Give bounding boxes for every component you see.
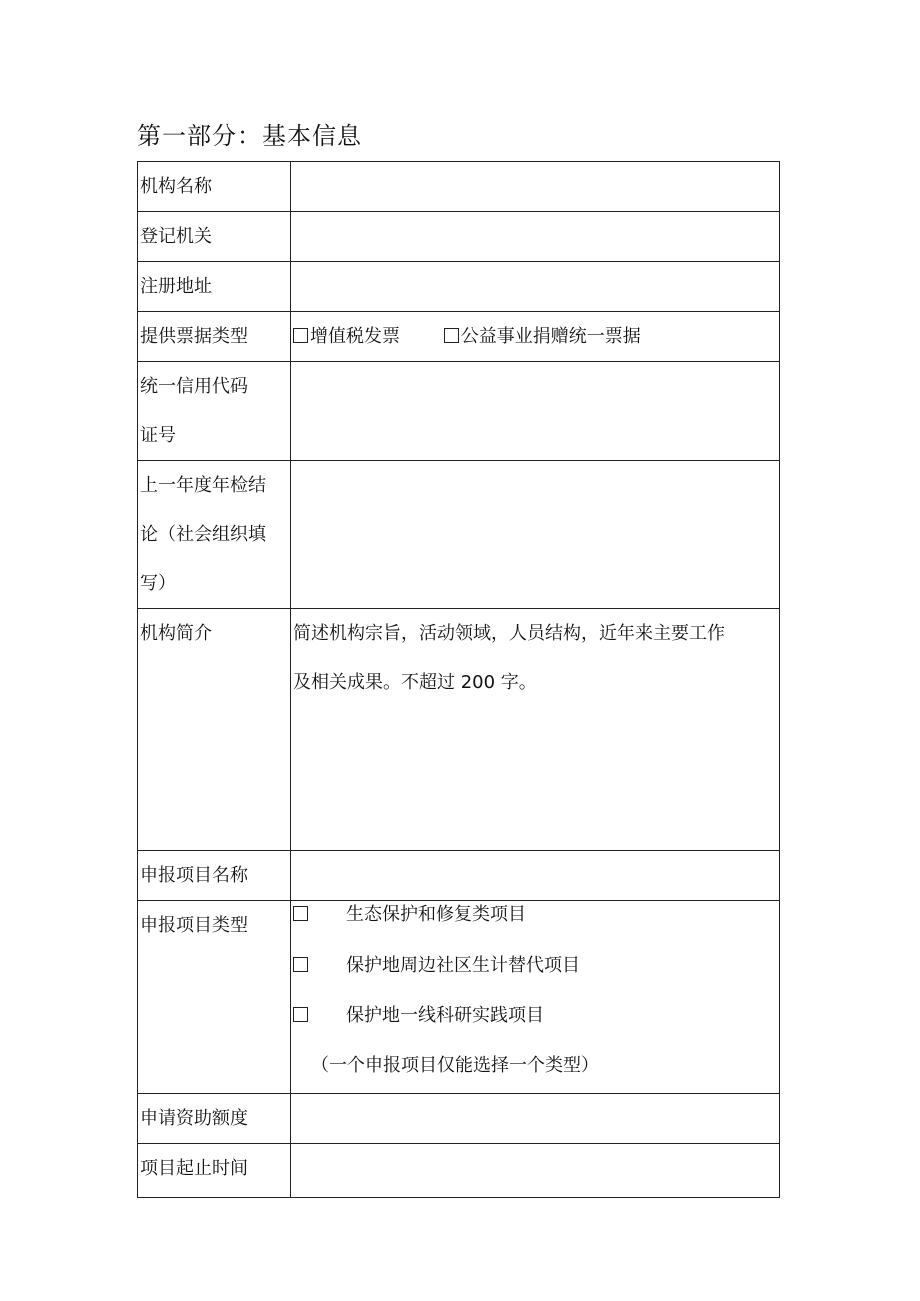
funding-amount-label: 申请资助额度 bbox=[138, 1094, 291, 1144]
reg-address-field[interactable] bbox=[291, 262, 780, 312]
project-type-option-research[interactable] bbox=[293, 1002, 779, 1030]
funding-amount-field[interactable] bbox=[291, 1094, 780, 1144]
credit-code-field[interactable] bbox=[291, 362, 780, 461]
project-type-field bbox=[291, 901, 780, 1094]
reg-authority-label: 登记机关 bbox=[138, 212, 291, 262]
org-intro-label: 机构简介 bbox=[138, 609, 291, 851]
project-period-label: 项目起止时间 bbox=[138, 1144, 291, 1198]
invoice-type-field bbox=[291, 312, 780, 362]
credit-code-label bbox=[138, 362, 291, 461]
project-type-note: （一个申报项目仅能选择一个类型） bbox=[311, 1055, 599, 1076]
basic-info-table bbox=[137, 161, 780, 1198]
annual-check-label-line: 上一年度年检结 bbox=[140, 475, 266, 496]
reg-authority-field[interactable] bbox=[291, 212, 780, 262]
checkbox-icon[interactable] bbox=[293, 906, 308, 921]
org-name-field[interactable] bbox=[291, 162, 780, 212]
invoice-option-donation[interactable] bbox=[444, 326, 641, 347]
annual-check-label-line: 论（社会组织填 bbox=[140, 524, 266, 545]
project-period-field[interactable] bbox=[291, 1144, 780, 1198]
checkbox-icon[interactable] bbox=[293, 1007, 308, 1022]
invoice-option-vat[interactable] bbox=[293, 326, 406, 347]
project-type-option-label: 生态保护和修复类项目 bbox=[346, 904, 526, 925]
checkbox-icon[interactable] bbox=[444, 328, 459, 343]
intro-hint-line: 简述机构宗旨，活动领域，人员结构，近年来主要工作 bbox=[293, 623, 725, 644]
org-intro-field[interactable] bbox=[291, 609, 780, 851]
checkbox-icon[interactable] bbox=[293, 957, 308, 972]
invoice-option-label: 公益事业捐赠统一票据 bbox=[460, 326, 641, 347]
org-name-label: 机构名称 bbox=[138, 162, 291, 212]
annual-check-field[interactable] bbox=[291, 461, 780, 609]
project-type-option-label: 保护地周边社区生计替代项目 bbox=[346, 955, 580, 976]
credit-code-label-line: 统一信用代码 bbox=[140, 376, 248, 397]
section-title: 第一部分：基本信息 bbox=[137, 122, 362, 150]
intro-hint-line: 及相关成果。不超过 200 字。 bbox=[293, 672, 537, 693]
checkbox-icon[interactable] bbox=[293, 328, 308, 343]
project-name-field[interactable] bbox=[291, 851, 780, 901]
reg-address-label: 注册地址 bbox=[138, 262, 291, 312]
project-type-option-label: 保护地一线科研实践项目 bbox=[346, 1005, 544, 1026]
project-type-option-ecology[interactable] bbox=[293, 901, 779, 929]
invoice-option-label: 增值税发票 bbox=[310, 326, 400, 347]
invoice-type-label: 提供票据类型 bbox=[138, 312, 291, 362]
credit-code-label-line: 证号 bbox=[140, 425, 176, 446]
project-type-label: 申报项目类型 bbox=[138, 901, 291, 1094]
annual-check-label bbox=[138, 461, 291, 609]
project-type-option-community[interactable] bbox=[293, 952, 779, 980]
annual-check-label-line: 写） bbox=[140, 573, 176, 594]
project-name-label: 申报项目名称 bbox=[138, 851, 291, 901]
